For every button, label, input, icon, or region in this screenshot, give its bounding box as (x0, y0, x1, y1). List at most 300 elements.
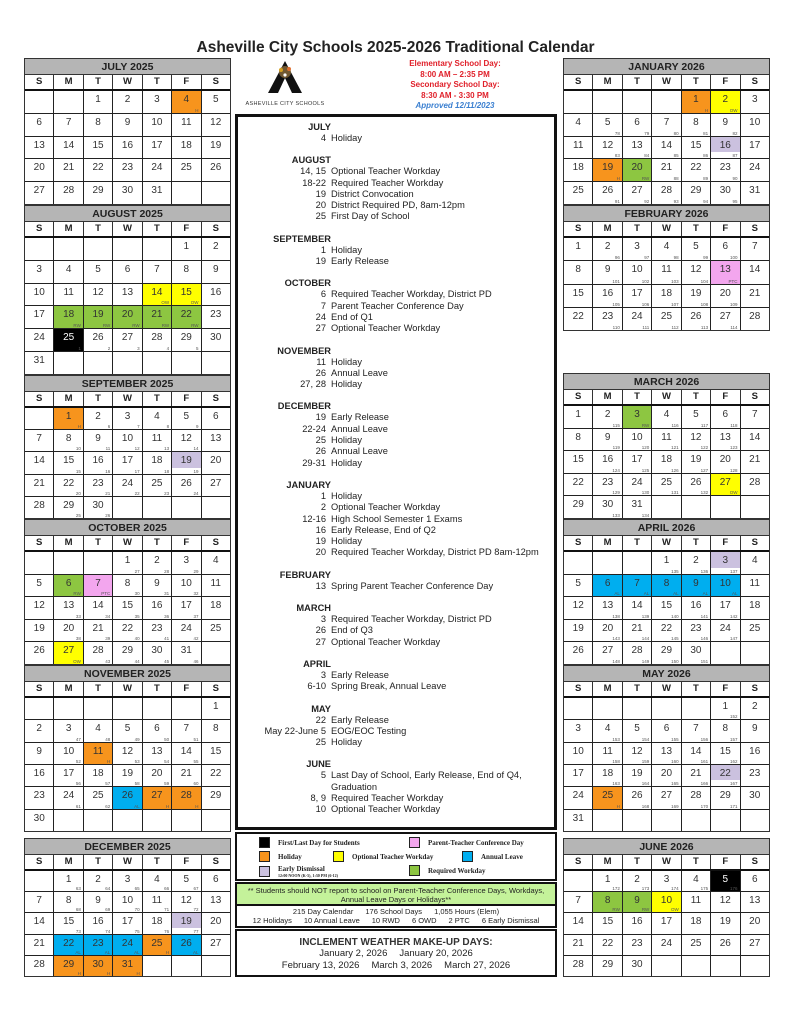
day-sub-label: RW (612, 907, 620, 913)
day-sub-label: 117 (700, 422, 709, 428)
day-cell (113, 642, 142, 664)
day-cell (711, 285, 740, 307)
day-number: 25 (151, 937, 163, 949)
day-cell (202, 575, 230, 597)
day-sub-label: 18 (164, 468, 170, 474)
day-number: 25 (92, 790, 104, 802)
day-sub-label: 171 (730, 803, 738, 809)
event-description: Optional Teacher Workday (331, 502, 441, 513)
day-sub-label: 147 (730, 636, 738, 642)
day-cell (741, 159, 769, 181)
empty-cell (143, 698, 172, 719)
elem-label: Elementary School Day: (409, 59, 501, 68)
day-cell (143, 743, 172, 764)
day-number: 14 (749, 264, 761, 276)
month-header: NOVEMBER 2025 (25, 666, 230, 682)
event-item (238, 323, 554, 334)
day-number: 28 (180, 790, 192, 802)
day-cell (711, 765, 740, 786)
day-number: 26 (210, 162, 222, 174)
day-cell (741, 182, 769, 204)
empty-cell (593, 698, 622, 719)
event-description: Annual Leave (331, 367, 388, 378)
event-month-heading: NOVEMBER (277, 345, 331, 356)
day-sub-label: AL (673, 591, 679, 597)
day-cell (25, 810, 54, 831)
day-number: 29 (180, 332, 192, 344)
weekday-label: F (711, 855, 740, 869)
day-number: 13 (602, 600, 614, 612)
day-number: 18 (210, 600, 222, 612)
day-number: 28 (660, 185, 673, 197)
event-description: Holiday (331, 457, 363, 468)
day-sub-label: 157 (730, 736, 738, 742)
day-number: 17 (660, 916, 673, 928)
day-number: 19 (690, 287, 702, 299)
month-header: JULY 2025 (25, 59, 230, 75)
day-cell (682, 575, 711, 597)
day-number: 30 (33, 812, 45, 824)
day-cell (172, 765, 201, 786)
day-cell (593, 935, 622, 955)
day-sub-label: 38 (75, 636, 81, 642)
event-description: Required Teacher Workday (331, 177, 444, 188)
day-sub-label: 36 (164, 613, 170, 619)
day-cell (741, 285, 769, 307)
day-cell (741, 429, 769, 451)
day-number: 2 (95, 874, 101, 885)
day-cell (623, 429, 652, 451)
day-number: 7 (634, 577, 640, 589)
weekday-label: M (593, 855, 622, 869)
day-number: 1 (722, 701, 729, 712)
month-header: JANUARY 2026 (564, 59, 769, 75)
day-number: 21 (92, 622, 104, 634)
logo-text: ASHEVILLE CITY SCHOOLS (245, 101, 325, 107)
approved-date: Approved 12/11/2023 (415, 101, 495, 110)
day-cell (652, 406, 681, 428)
day-number: 6 (36, 116, 42, 128)
day-number: 3 (154, 94, 160, 105)
day-number: 18 (151, 455, 163, 467)
day-cell (652, 720, 681, 741)
day-cell (172, 642, 201, 664)
day-cell (84, 497, 113, 518)
day-number: 23 (92, 477, 104, 489)
day-number: 7 (183, 723, 190, 735)
day-sub-label: 154 (641, 736, 650, 742)
day-cell (54, 642, 83, 664)
day-sub-label: AL (134, 803, 140, 809)
weekday-label: F (172, 536, 201, 550)
day-cell (711, 620, 740, 642)
day-number: 21 (33, 937, 45, 949)
day-number: 3 (663, 874, 670, 885)
weekday-label: F (711, 390, 740, 404)
day-cell (623, 308, 652, 330)
day-cell (25, 284, 54, 306)
day-number: 31 (631, 499, 643, 511)
week-row (564, 698, 769, 720)
day-number: 16 (33, 767, 45, 779)
week-row (564, 787, 769, 809)
event-description: District Required PD, 8am-12pm (331, 200, 465, 211)
day-cell (593, 261, 622, 283)
day-cell (172, 913, 201, 933)
day-number: 4 (65, 263, 72, 275)
day-cell (202, 238, 230, 260)
week-row (564, 451, 769, 474)
day-sub-label: PTC (728, 278, 738, 284)
legend-label: Holiday (278, 852, 302, 861)
day-number: 23 (602, 310, 614, 322)
weekday-label: M (593, 222, 622, 236)
day-sub-label: 166 (700, 781, 709, 787)
day-cell (564, 238, 593, 260)
weekday-label: M (593, 75, 622, 89)
legend-label: Optional Teacher Workday (352, 852, 434, 861)
week-row (564, 575, 769, 598)
weekday-label: F (711, 682, 740, 696)
day-number: 26 (121, 790, 134, 802)
day-number: 27 (33, 185, 45, 197)
empty-cell (113, 810, 142, 831)
day-cell (84, 159, 113, 181)
weekday-label: S (564, 222, 593, 236)
day-cell (113, 935, 142, 955)
day-cell (25, 620, 54, 642)
day-sub-label: 112 (671, 325, 679, 330)
day-cell (25, 497, 54, 518)
weekday-label: S (25, 855, 54, 869)
day-sub-label: 121 (671, 445, 679, 451)
month-grid (564, 871, 769, 976)
day-number: 9 (36, 745, 42, 757)
black-swatch-icon (259, 837, 270, 848)
day-cell (202, 91, 230, 113)
empty-cell (172, 182, 201, 204)
empty-cell (84, 238, 113, 260)
weekday-label: F (172, 75, 201, 89)
day-sub-label: 81 (703, 130, 709, 136)
event-description: Annual Leave (331, 446, 388, 457)
day-cell (172, 743, 201, 764)
day-number: 24 (180, 622, 192, 634)
day-sub-label: 103 (671, 278, 679, 284)
event-description: End of Q1 (331, 311, 373, 322)
empty-cell (202, 352, 230, 374)
day-sub-label: 129 (612, 490, 620, 496)
day-cell (652, 159, 681, 181)
day-number: 1 (604, 874, 611, 885)
day-sub-label: 151 (700, 658, 709, 664)
day-number: 25 (210, 622, 222, 634)
day-sub-label: 94 (703, 198, 709, 204)
day-sub-label: H (616, 803, 620, 809)
inclement-weather-box (235, 929, 557, 977)
day-number: 24 (572, 790, 584, 802)
day-number: 9 (154, 577, 160, 589)
makeup-date: February 13, 2026 (281, 960, 360, 971)
day-cell (25, 306, 54, 328)
day-cell (593, 575, 622, 597)
day-cell (113, 329, 142, 351)
weekday-label: T (143, 392, 172, 406)
day-cell (84, 871, 113, 891)
event-item (238, 301, 554, 312)
weekday-label: T (84, 536, 113, 550)
event-date: 20 (315, 200, 326, 211)
inclement-row (237, 948, 555, 960)
day-cell (84, 913, 113, 933)
event-date: 22-24 (302, 423, 326, 434)
week-row (564, 429, 769, 452)
day-number: 6 (212, 411, 219, 422)
day-cell (143, 452, 172, 473)
day-number: 12 (210, 116, 222, 128)
day-sub-label: 148 (612, 658, 620, 664)
week-row (25, 765, 230, 787)
day-number: 22 (92, 162, 104, 174)
day-number: 13 (33, 139, 45, 151)
day-cell (623, 956, 652, 976)
day-number: 21 (749, 287, 761, 299)
day-number: 19 (719, 916, 731, 928)
event-date: 2 (320, 502, 326, 513)
day-cell (84, 935, 113, 955)
day-sub-label: 153 (612, 736, 620, 742)
weekday-header (564, 75, 769, 91)
week-row (25, 575, 230, 598)
day-cell (172, 114, 201, 136)
day-cell (682, 137, 711, 159)
day-number: 19 (180, 916, 192, 928)
day-sub-label: 111 (642, 325, 650, 330)
day-sub-label: 133 (612, 512, 620, 518)
event-date: 25 (315, 737, 326, 748)
day-cell (682, 620, 711, 642)
day-sub-label: 136 (700, 568, 709, 574)
day-cell (564, 642, 593, 664)
week-row (25, 892, 230, 913)
event-item (238, 211, 554, 222)
day-cell (623, 765, 652, 786)
day-number: 10 (749, 116, 761, 128)
day-cell (143, 261, 172, 283)
legend-early (259, 865, 338, 878)
week-row (25, 408, 230, 430)
day-number: 13 (210, 433, 222, 445)
day-number: 9 (95, 895, 101, 907)
day-cell (564, 429, 593, 451)
day-sub-label: 143 (612, 636, 620, 642)
day-number: 2 (722, 94, 729, 105)
day-sub-label: 173 (641, 886, 650, 892)
day-cell (25, 182, 54, 204)
day-sub-label: 95 (732, 198, 738, 204)
event-description: First Day of School (331, 211, 410, 222)
day-sub-label: 85 (673, 153, 679, 159)
day-sub-label: 105 (612, 301, 620, 307)
day-number: 26 (180, 477, 192, 489)
day-sub-label: 124 (612, 467, 620, 473)
day-number: 21 (180, 767, 192, 779)
day-cell (652, 642, 681, 664)
day-number: 14 (33, 455, 45, 467)
day-number: 4 (663, 409, 670, 420)
week-row (564, 765, 769, 787)
day-cell (711, 871, 740, 891)
day-number: 6 (634, 116, 640, 128)
event-item (238, 435, 554, 446)
day-cell (623, 285, 652, 307)
day-cell (741, 620, 769, 642)
day-number: 21 (690, 767, 702, 779)
day-cell (25, 430, 54, 451)
day-number: 10 (631, 431, 643, 443)
day-sub-label: 101 (612, 278, 620, 284)
day-cell (25, 159, 54, 181)
day-number: 29 (602, 958, 614, 970)
day-sub-label: RW (641, 907, 650, 913)
weekday-label: S (564, 390, 593, 404)
day-cell (25, 765, 54, 786)
empty-cell (54, 91, 83, 113)
day-sub-label: 13 (164, 446, 170, 452)
day-number: 1 (65, 874, 72, 885)
day-sub-label: 138 (612, 613, 620, 619)
day-cell (54, 452, 83, 473)
week-row (25, 430, 230, 452)
day-cell (564, 620, 593, 642)
event-date: 19 (315, 256, 326, 267)
day-number: 19 (631, 767, 643, 779)
week-row (564, 114, 769, 137)
day-number: 27 (121, 332, 134, 344)
day-cell (172, 284, 201, 306)
day-sub-label: 30 (134, 591, 140, 597)
stat: 10 Annual Leave (303, 916, 360, 925)
weekday-label: T (682, 536, 711, 550)
day-cell (623, 597, 652, 619)
day-number: 15 (690, 139, 702, 151)
day-cell (143, 765, 172, 786)
day-number: 8 (183, 263, 190, 275)
day-number: 8 (212, 723, 219, 735)
day-cell (25, 352, 54, 374)
day-number: 29 (63, 499, 75, 511)
day-number: 16 (92, 455, 104, 467)
month-november-2025 (24, 665, 231, 832)
day-cell (682, 913, 711, 933)
legend (235, 832, 557, 881)
day-cell (113, 182, 142, 204)
day-sub-label: 28 (164, 568, 170, 574)
day-cell (172, 408, 201, 429)
day-sub-label: OW (729, 490, 738, 496)
day-number: 21 (151, 309, 163, 321)
day-number: 1 (183, 241, 190, 252)
empty-cell (682, 698, 711, 719)
legend-ptc (409, 837, 524, 848)
day-cell (172, 261, 201, 283)
empty-cell (25, 408, 54, 429)
day-number: 2 (95, 411, 101, 422)
day-cell (113, 765, 142, 786)
day-sub-label: 44 (134, 658, 140, 664)
event-description: Holiday (331, 435, 363, 446)
event-date: 29-31 (302, 457, 326, 468)
day-cell (202, 475, 230, 496)
event-item (238, 256, 554, 267)
week-row (25, 871, 230, 892)
week-row (25, 787, 230, 809)
day-number: 13 (660, 745, 673, 757)
day-number: 16 (749, 745, 761, 757)
day-sub-label: AL (702, 591, 709, 597)
day-number: 31 (33, 355, 45, 367)
day-number: 5 (183, 411, 190, 422)
day-sub-label: AL (134, 949, 140, 955)
event-description: Holiday (331, 379, 363, 390)
day-sub-label: 161 (700, 758, 709, 764)
weekday-label: T (682, 682, 711, 696)
day-sub-label: 5 (196, 346, 199, 352)
day-cell (172, 552, 201, 574)
day-cell (682, 552, 711, 574)
day-cell (172, 892, 201, 912)
day-cell (172, 620, 201, 642)
day-cell (25, 452, 54, 473)
day-number: 4 (575, 116, 581, 128)
day-cell (564, 787, 593, 808)
day-sub-label: 152 (730, 714, 738, 720)
day-cell (741, 91, 769, 113)
day-number: 28 (572, 958, 584, 970)
day-number: 20 (631, 162, 643, 174)
makeup-date: March 3, 2026 (371, 960, 433, 971)
day-sub-label: AL (643, 591, 650, 597)
day-number: 7 (36, 433, 42, 445)
events-list (235, 114, 557, 830)
event-date: 27, 28 (300, 379, 326, 390)
day-cell (54, 137, 83, 159)
day-cell (652, 238, 681, 260)
day-cell (143, 575, 172, 597)
day-cell (113, 261, 142, 283)
event-item (238, 379, 554, 390)
day-cell (113, 620, 142, 642)
day-cell (623, 720, 652, 741)
day-number: 23 (602, 476, 614, 488)
school-hours (370, 59, 540, 112)
day-number: 9 (693, 577, 699, 589)
day-number: 1 (575, 241, 581, 252)
day-cell (593, 406, 622, 428)
month-august-2025 (24, 205, 231, 375)
empty-cell (202, 642, 230, 664)
day-sub-label: 155 (671, 736, 679, 742)
day-sub-label: 55 (193, 758, 199, 764)
empty-cell (172, 810, 201, 831)
day-number: 2 (124, 94, 131, 105)
day-number: 3 (722, 555, 729, 566)
day-sub-label: 60 (193, 781, 199, 787)
day-number: 24 (121, 477, 134, 489)
empty-cell (54, 238, 83, 260)
day-cell (202, 329, 230, 351)
day-cell (54, 765, 83, 786)
